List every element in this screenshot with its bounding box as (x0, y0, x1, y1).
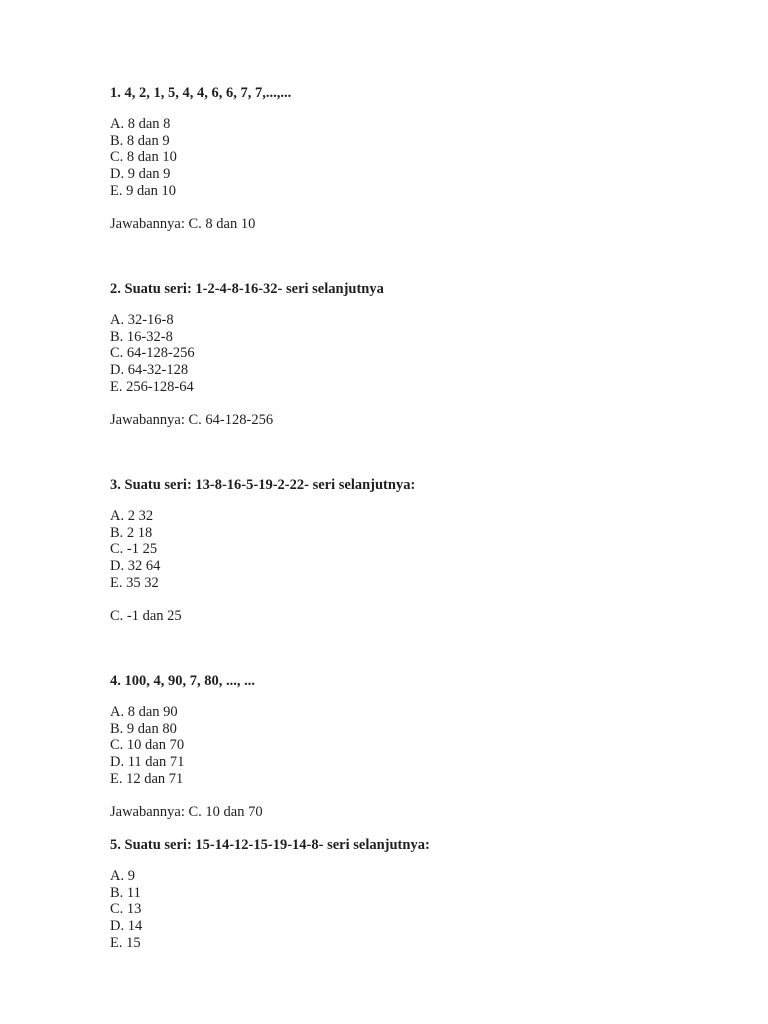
question-block-5 (110, 837, 730, 951)
option-b: B. 11 (110, 884, 141, 901)
option-e: E. 35 32 (110, 574, 159, 591)
question-text: 2. Suatu seri: 1-2-4-8-16-32- seri selanjutnya (110, 281, 384, 297)
option-c: C. 13 (110, 901, 142, 918)
options-list (110, 312, 195, 396)
option-d: D. 9 dan 9 (110, 166, 171, 183)
option-d: D. 64-32-128 (110, 362, 189, 379)
question-block-4 (110, 673, 730, 820)
question-block-2 (110, 281, 730, 428)
answer-text: Jawabannya: C. 8 dan 10 (110, 216, 256, 232)
option-a: A. 32-16-8 (110, 312, 174, 328)
option-b: B. 9 dan 80 (110, 720, 177, 737)
option-e: E. 256-128-64 (110, 378, 194, 395)
option-a: A. 2 32 (110, 508, 154, 524)
option-c: C. 10 dan 70 (110, 737, 185, 754)
option-a: A. 8 dan 8 (110, 116, 171, 132)
options-list (110, 704, 184, 788)
option-e: E. 12 dan 71 (110, 770, 184, 787)
question-text: 3. Suatu seri: 13-8-16-5-19-2-22- seri selanjutnya: (110, 477, 416, 493)
question-text: 4. 100, 4, 90, 7, 80, ..., ... (110, 673, 255, 689)
option-b: B. 2 18 (110, 524, 153, 541)
answer-text: Jawabannya: C. 10 dan 70 (110, 804, 263, 820)
option-c: C. 8 dan 10 (110, 149, 177, 166)
question-block-1 (110, 85, 730, 232)
option-d: D. 11 dan 71 (110, 754, 185, 771)
option-b: B. 16-32-8 (110, 328, 173, 345)
answer-text: C. -1 dan 25 (110, 608, 182, 624)
question-text: 5. Suatu seri: 15-14-12-15-19-14-8- seri selanjutnya: (110, 837, 430, 853)
option-c: C. 64-128-256 (110, 345, 195, 362)
option-a: A. 8 dan 90 (110, 704, 178, 720)
answer-text: Jawabannya: C. 64-128-256 (110, 412, 274, 428)
option-a: A. 9 (110, 868, 135, 884)
option-c: C. -1 25 (110, 541, 158, 558)
options-list (110, 508, 160, 592)
question-block-3 (110, 477, 730, 624)
option-b: B. 8 dan 9 (110, 132, 170, 149)
options-list (110, 868, 142, 952)
option-e: E. 15 (110, 934, 141, 951)
question-text: 1. 4, 2, 1, 5, 4, 4, 6, 6, 7, 7,...,... (110, 85, 292, 101)
document-page (110, 0, 730, 1024)
option-d: D. 14 (110, 918, 143, 935)
option-d: D. 32 64 (110, 558, 161, 575)
options-list (110, 116, 177, 200)
option-e: E. 9 dan 10 (110, 182, 177, 199)
